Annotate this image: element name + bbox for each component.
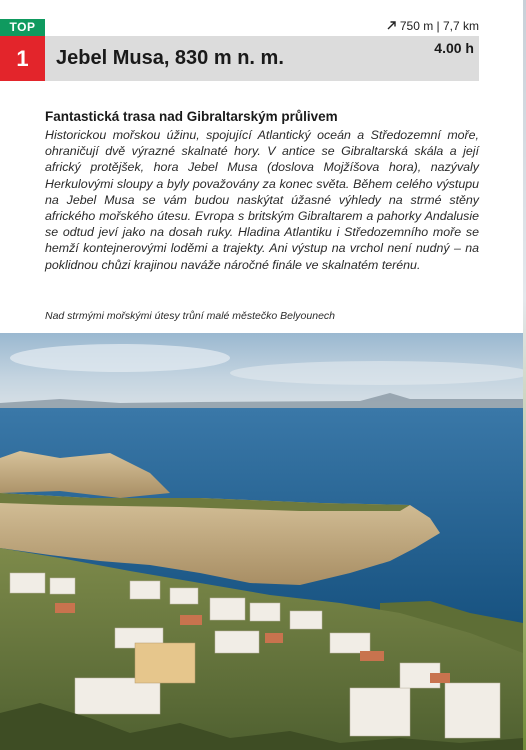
article-heading: Fantastická trasa nad Gibraltarským průlivem	[45, 109, 338, 124]
route-meta	[387, 19, 479, 33]
article	[45, 109, 479, 273]
coastal-cliff-photo	[0, 333, 523, 750]
route-title: Jebel Musa, 830 m n. m.	[56, 47, 284, 69]
route-number: 1	[0, 36, 45, 81]
title-bar	[45, 36, 479, 81]
elevation-distance: 750 m | 7,7 km	[399, 19, 479, 33]
photo-caption: Nad strmými mořskými útesy trůní malé městečko Belyounech	[45, 310, 336, 322]
ascent-arrow-icon	[387, 19, 397, 33]
article-body: Historickou mořskou úžinu, spojující Atlantický oceán a Středozemní moře, ohraničují dvě výrazné skalnaté hory. V antice se Gibraltarská skála a její africký protějšek, hora Jebel Musa (doslova Mojžíšova hora), nazývaly Herkulovými sloupy a byly považovány za konec světa. Během celého výstupu na Jebel Musa se vám budou naskýtat úžasné výhledy na strmé stěny afrického mořského útesu. Evropa s britským Gibraltarem a pahorky Andalusie se odtud jeví jako na dosah ruky. Hladina Atlantiku i Středozemního moře se hemží kontejnerovými loděmi a trajekty. Ani výstup na vrchol není nudný – na poklidnou chůzi krajinou naváže náročné finále ve skalnatém terénu.	[45, 128, 479, 272]
top-badge: TOP	[0, 19, 45, 36]
route-duration: 4.00 h	[434, 40, 474, 56]
